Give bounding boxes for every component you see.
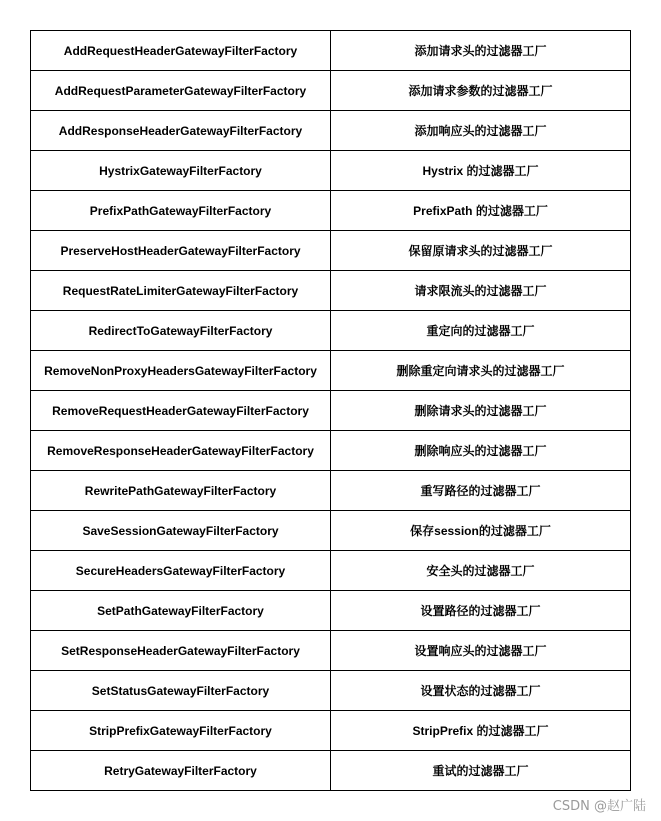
filter-description-cell: 设置状态的过滤器工厂 bbox=[331, 671, 631, 711]
table-row bbox=[31, 111, 631, 151]
table-row bbox=[31, 31, 631, 71]
filter-description-cell: 设置路径的过滤器工厂 bbox=[331, 591, 631, 631]
table-row bbox=[31, 631, 631, 671]
filter-description-cell: 添加请求头的过滤器工厂 bbox=[331, 31, 631, 71]
table-row bbox=[31, 711, 631, 751]
filter-description-cell: 保留原请求头的过滤器工厂 bbox=[331, 231, 631, 271]
filter-name-cell: PrefixPathGatewayFilterFactory bbox=[31, 191, 331, 231]
table-row bbox=[31, 231, 631, 271]
filter-name-cell: SetPathGatewayFilterFactory bbox=[31, 591, 331, 631]
csdn-watermark: CSDN @赵广陆 bbox=[552, 799, 646, 814]
filter-description-cell: StripPrefix 的过滤器工厂 bbox=[331, 711, 631, 751]
filter-description-cell: 添加响应头的过滤器工厂 bbox=[331, 111, 631, 151]
filter-description-cell: 重写路径的过滤器工厂 bbox=[331, 471, 631, 511]
filter-name-cell: SaveSessionGatewayFilterFactory bbox=[31, 511, 331, 551]
filter-name-cell: SetResponseHeaderGatewayFilterFactory bbox=[31, 631, 331, 671]
table-row bbox=[31, 271, 631, 311]
filter-name-cell: AddRequestParameterGatewayFilterFactory bbox=[31, 71, 331, 111]
table-row bbox=[31, 71, 631, 111]
table-row bbox=[31, 431, 631, 471]
filter-description-cell: 删除请求头的过滤器工厂 bbox=[331, 391, 631, 431]
filter-description-cell: PrefixPath 的过滤器工厂 bbox=[331, 191, 631, 231]
filter-name-cell: HystrixGatewayFilterFactory bbox=[31, 151, 331, 191]
table-row bbox=[31, 151, 631, 191]
filter-name-cell: AddResponseHeaderGatewayFilterFactory bbox=[31, 111, 331, 151]
filter-name-cell: RewritePathGatewayFilterFactory bbox=[31, 471, 331, 511]
filter-name-cell: AddRequestHeaderGatewayFilterFactory bbox=[31, 31, 331, 71]
gateway-filter-table bbox=[30, 30, 631, 791]
filter-description-cell: Hystrix 的过滤器工厂 bbox=[331, 151, 631, 191]
filter-name-cell: PreserveHostHeaderGatewayFilterFactory bbox=[31, 231, 331, 271]
table-row bbox=[31, 751, 631, 791]
table-row bbox=[31, 591, 631, 631]
table-row bbox=[31, 671, 631, 711]
table-row bbox=[31, 391, 631, 431]
filter-name-cell: RemoveResponseHeaderGatewayFilterFactory bbox=[31, 431, 331, 471]
table-row bbox=[31, 191, 631, 231]
table-row bbox=[31, 311, 631, 351]
filter-description-cell: 安全头的过滤器工厂 bbox=[331, 551, 631, 591]
table-row bbox=[31, 511, 631, 551]
filter-description-cell: 设置响应头的过滤器工厂 bbox=[331, 631, 631, 671]
filter-name-cell: RedirectToGatewayFilterFactory bbox=[31, 311, 331, 351]
filter-description-cell: 删除响应头的过滤器工厂 bbox=[331, 431, 631, 471]
table-row bbox=[31, 351, 631, 391]
filter-description-cell: 请求限流头的过滤器工厂 bbox=[331, 271, 631, 311]
filter-name-cell: StripPrefixGatewayFilterFactory bbox=[31, 711, 331, 751]
filter-name-cell: RequestRateLimiterGatewayFilterFactory bbox=[31, 271, 331, 311]
filter-name-cell: RetryGatewayFilterFactory bbox=[31, 751, 331, 791]
filter-description-cell: 保存session的过滤器工厂 bbox=[331, 511, 631, 551]
filter-name-cell: RemoveRequestHeaderGatewayFilterFactory bbox=[31, 391, 331, 431]
filter-description-cell: 重定向的过滤器工厂 bbox=[331, 311, 631, 351]
table-row bbox=[31, 551, 631, 591]
table-row bbox=[31, 471, 631, 511]
filter-name-cell: RemoveNonProxyHeadersGatewayFilterFactory bbox=[31, 351, 331, 391]
filter-name-cell: SetStatusGatewayFilterFactory bbox=[31, 671, 331, 711]
filter-description-cell: 删除重定向请求头的过滤器工厂 bbox=[331, 351, 631, 391]
filter-description-cell: 添加请求参数的过滤器工厂 bbox=[331, 71, 631, 111]
filter-name-cell: SecureHeadersGatewayFilterFactory bbox=[31, 551, 331, 591]
table-body bbox=[31, 31, 631, 791]
filter-description-cell: 重试的过滤器工厂 bbox=[331, 751, 631, 791]
